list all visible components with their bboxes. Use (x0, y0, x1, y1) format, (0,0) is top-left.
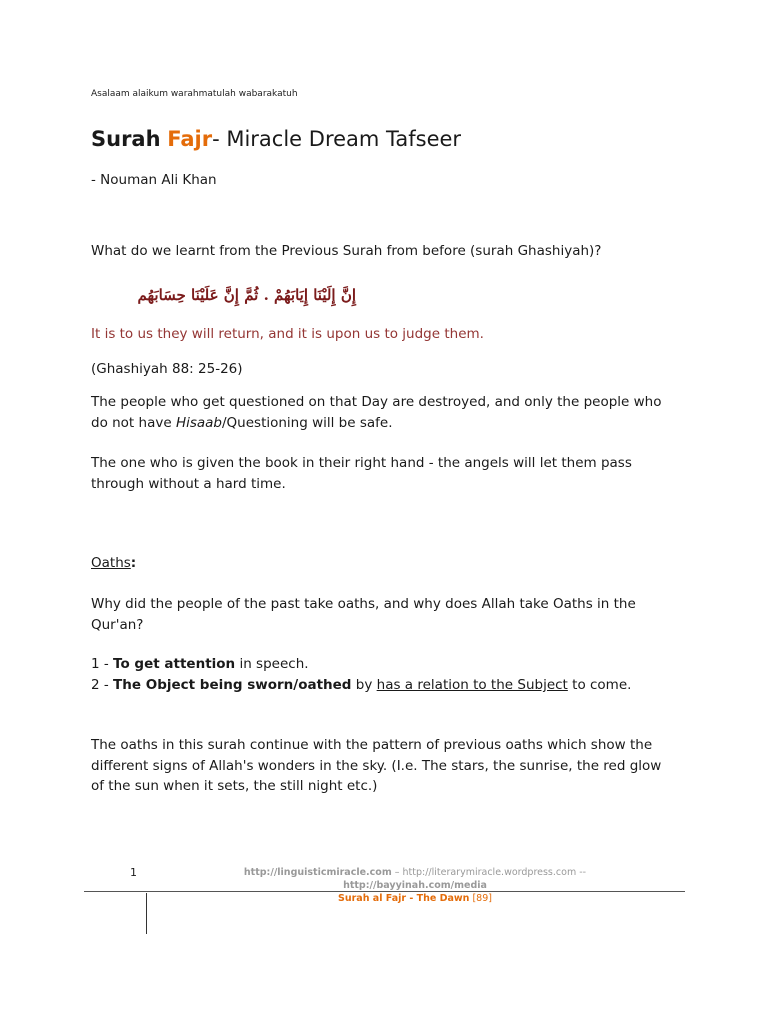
point1-num: 1 - (91, 656, 114, 672)
intro-question: What do we learnt from the Previous Surah from before (surah Ghashiyah)? (91, 243, 602, 259)
point2-underline: has a relation to the Subject (376, 677, 568, 693)
paragraph-book: The one who is given the book in their right hand - the angels will let them pass through without a hard time. (91, 455, 632, 492)
para1-text-b: /Questioning will be safe. (222, 414, 393, 431)
footer-link-bayyinah[interactable]: http://bayyinah.com/media (343, 880, 487, 891)
author-line: - Nouman Ali Khan (91, 172, 217, 188)
oaths-question: Why did the people of the past take oaths, and why does Allah take Oaths in the Qur'an? (91, 596, 636, 633)
footer-surah-label: Surah al Fajr - The Dawn (338, 893, 470, 904)
point2-num: 2 - (91, 677, 114, 693)
verse-translation: It is to us they will return, and it is upon us to judge them. (91, 326, 484, 342)
arabic-verse: إِنَّ إِلَيْنَا إِيَابَهُمْ . ثُمَّ إِنَّ عَلَيْنَا حِسَابَهُم (137, 286, 356, 304)
title-rest: - Miracle Dream Tafseer (212, 127, 462, 151)
verse-reference: (Ghashiyah 88: 25-26) (91, 361, 243, 377)
title-surah: Surah (91, 127, 161, 151)
footer-link-linguistic[interactable]: http://linguisticmiracle.com (243, 867, 392, 878)
page-number: 1 (130, 866, 137, 879)
point2-by: by (351, 677, 377, 693)
para1-italic: Hisaab (175, 414, 222, 431)
footer-text (152, 866, 678, 905)
point2-rest: to come. (567, 677, 632, 693)
greeting-text: Asalaam alaikum warahmatulah wabarakatuh (91, 89, 298, 99)
para1-text-a: The people who get questioned on that Day are destroyed, and only the people who do not have (91, 394, 662, 431)
oaths-heading-text: Oaths (91, 555, 131, 571)
point1-bold: To get attention (113, 656, 236, 672)
point-two (91, 675, 676, 696)
paragraph-oaths-pattern: The oaths in this surah continue with the pattern of previous oaths which show the different signs of Allah's wonders in the sky. (I.e. The stars, the sunrise, the red glow of the sun when it sets, the still night etc.) (91, 737, 662, 794)
footer-link-literary[interactable]: – http://literarymiracle.wordpress.com -- (391, 867, 587, 878)
point1-rest: in speech. (235, 656, 309, 672)
footer-surah-number: [89] (469, 893, 492, 904)
footer-divider (146, 893, 147, 934)
point-one (91, 654, 676, 675)
point2-bold: The Object being sworn/oathed (113, 677, 352, 693)
oaths-colon: : (130, 555, 137, 571)
oaths-heading (91, 553, 676, 574)
title-surah-name: Fajr (167, 127, 213, 151)
document-title (91, 127, 461, 151)
paragraph-questioning (91, 392, 676, 433)
